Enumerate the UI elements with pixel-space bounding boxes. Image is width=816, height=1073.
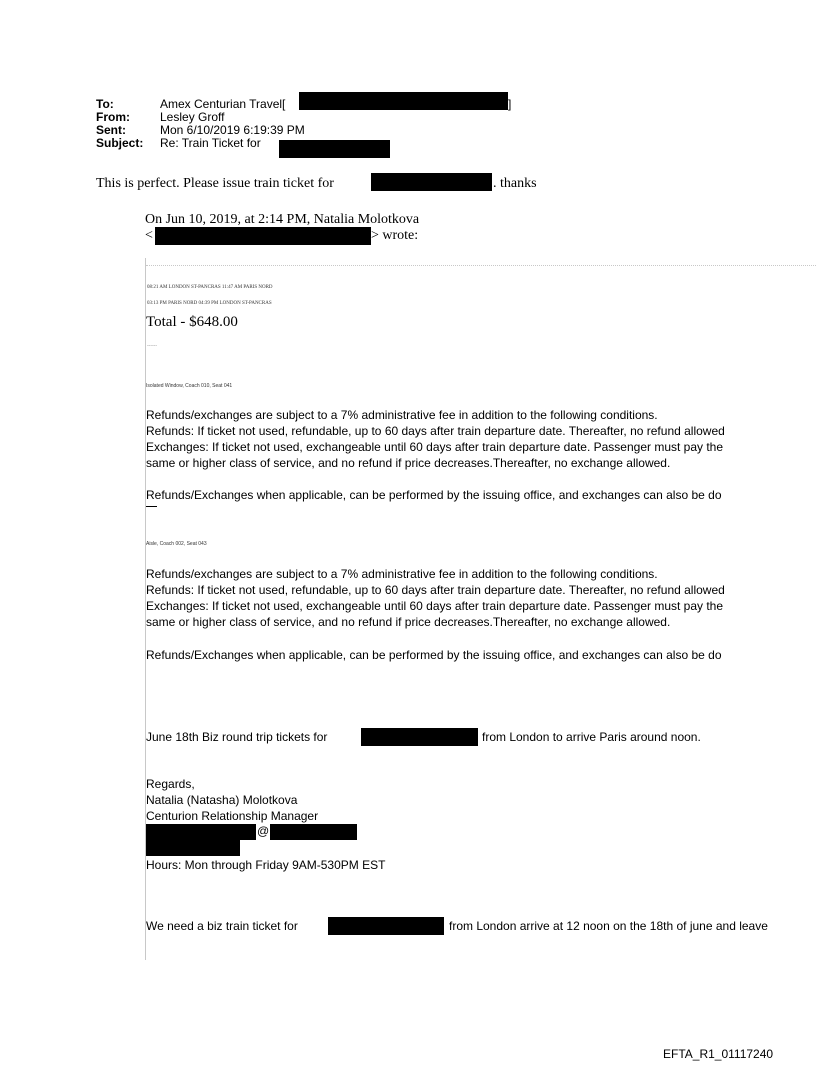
seat-label-2: Aisle, Coach 002, Seat 043: [146, 541, 207, 547]
reply-text-end: . thanks: [493, 176, 537, 191]
to-close: ]: [508, 97, 512, 111]
quote-divider: [146, 265, 816, 266]
seat1-terms-4: same or higher class of service, and no refund if price decreases.Thereafter, no exchange allowed.: [146, 456, 671, 470]
redaction-subject: [279, 140, 390, 158]
from-label: From:: [96, 110, 130, 124]
original-text: We need a biz train ticket for: [146, 919, 298, 933]
signature-at: @: [257, 824, 270, 838]
reply-text: This is perfect. Please issue train ticket for: [96, 176, 334, 191]
request-text-end: from London to arrive Paris around noon.: [482, 730, 701, 744]
seat1-terms-2: Refunds: If ticket not used, refundable, up to 60 days after train departure date. Thereafter, no refund allowed: [146, 424, 725, 438]
redaction-request: [361, 728, 478, 746]
seat2-terms-1: Refunds/exchanges are subject to a 7% administrative fee in addition to the following conditions.: [146, 567, 658, 581]
document-id: EFTA_R1_01117240: [663, 1047, 774, 1061]
request-text: June 18th Biz round trip tickets for: [146, 730, 328, 744]
redaction-reply: [371, 173, 492, 191]
redaction-sig-phone: [146, 840, 240, 856]
seat1-terms-3: Exchanges: If ticket not used, exchangeable until 60 days after train departure date. Passenger must pay the: [146, 440, 724, 454]
redaction-to: [299, 92, 508, 110]
subject-value: Re: Train Ticket for: [160, 136, 261, 150]
redaction-sig-email-user: [146, 824, 256, 840]
to-value: Amex Centurian Travel[: [160, 97, 286, 111]
sent-label: Sent:: [96, 123, 126, 137]
seat2-terms-3: Exchanges: If ticket not used, exchangeable until 60 days after train departure date. Passenger must pay the: [146, 599, 724, 613]
from-value: Lesley Groff: [160, 110, 225, 124]
seat2-terms-4: same or higher class of service, and no refund if price decreases.Thereafter, no exchange allowed.: [146, 615, 671, 629]
signature-name: Natalia (Natasha) Molotkova: [146, 793, 298, 807]
itinerary-leg-1: 08:21 AM LONDON ST-PANCRAS 11:47 AM PARIS NORD: [147, 285, 273, 290]
seat2-terms-5: Refunds/Exchanges when applicable, can be performed by the issuing office, and exchanges can also be do: [146, 648, 722, 662]
redaction-email: [155, 227, 371, 245]
signature-regards: Regards,: [146, 777, 195, 791]
itinerary-mark: ------: [147, 344, 157, 349]
redaction-sig-email-domain: [270, 824, 357, 840]
seat1-underline: [146, 506, 157, 507]
seat2-terms-2: Refunds: If ticket not used, refundable, up to 60 days after train departure date. Thereafter, no refund allowed: [146, 583, 725, 597]
quote-wrote: > wrote:: [371, 228, 419, 243]
seat1-terms-1: Refunds/exchanges are subject to a 7% administrative fee in addition to the following conditions.: [146, 408, 658, 422]
redaction-original: [328, 917, 444, 935]
quote-lt: <: [145, 228, 153, 243]
seat-label-1: Isolated Window, Coach 010, Seat 041: [146, 383, 233, 389]
signature-title: Centurion Relationship Manager: [146, 809, 319, 823]
quote-intro: On Jun 10, 2019, at 2:14 PM, Natalia Molotkova: [145, 212, 420, 227]
subject-label: Subject:: [96, 136, 144, 150]
signature-hours: Hours: Mon through Friday 9AM-530PM EST: [146, 858, 386, 872]
itinerary-total: Total - $648.00: [146, 314, 238, 330]
sent-value: Mon 6/10/2019 6:19:39 PM: [160, 123, 305, 137]
to-label: To:: [96, 97, 114, 111]
original-text-end: from London arrive at 12 noon on the 18th of june and leave: [449, 919, 768, 933]
seat1-terms-5: Refunds/Exchanges when applicable, can be performed by the issuing office, and exchanges can also be do: [146, 488, 722, 502]
itinerary-leg-2: 03:13 PM PARIS NORD 04:39 PM LONDON ST-PANCRAS: [147, 301, 272, 306]
